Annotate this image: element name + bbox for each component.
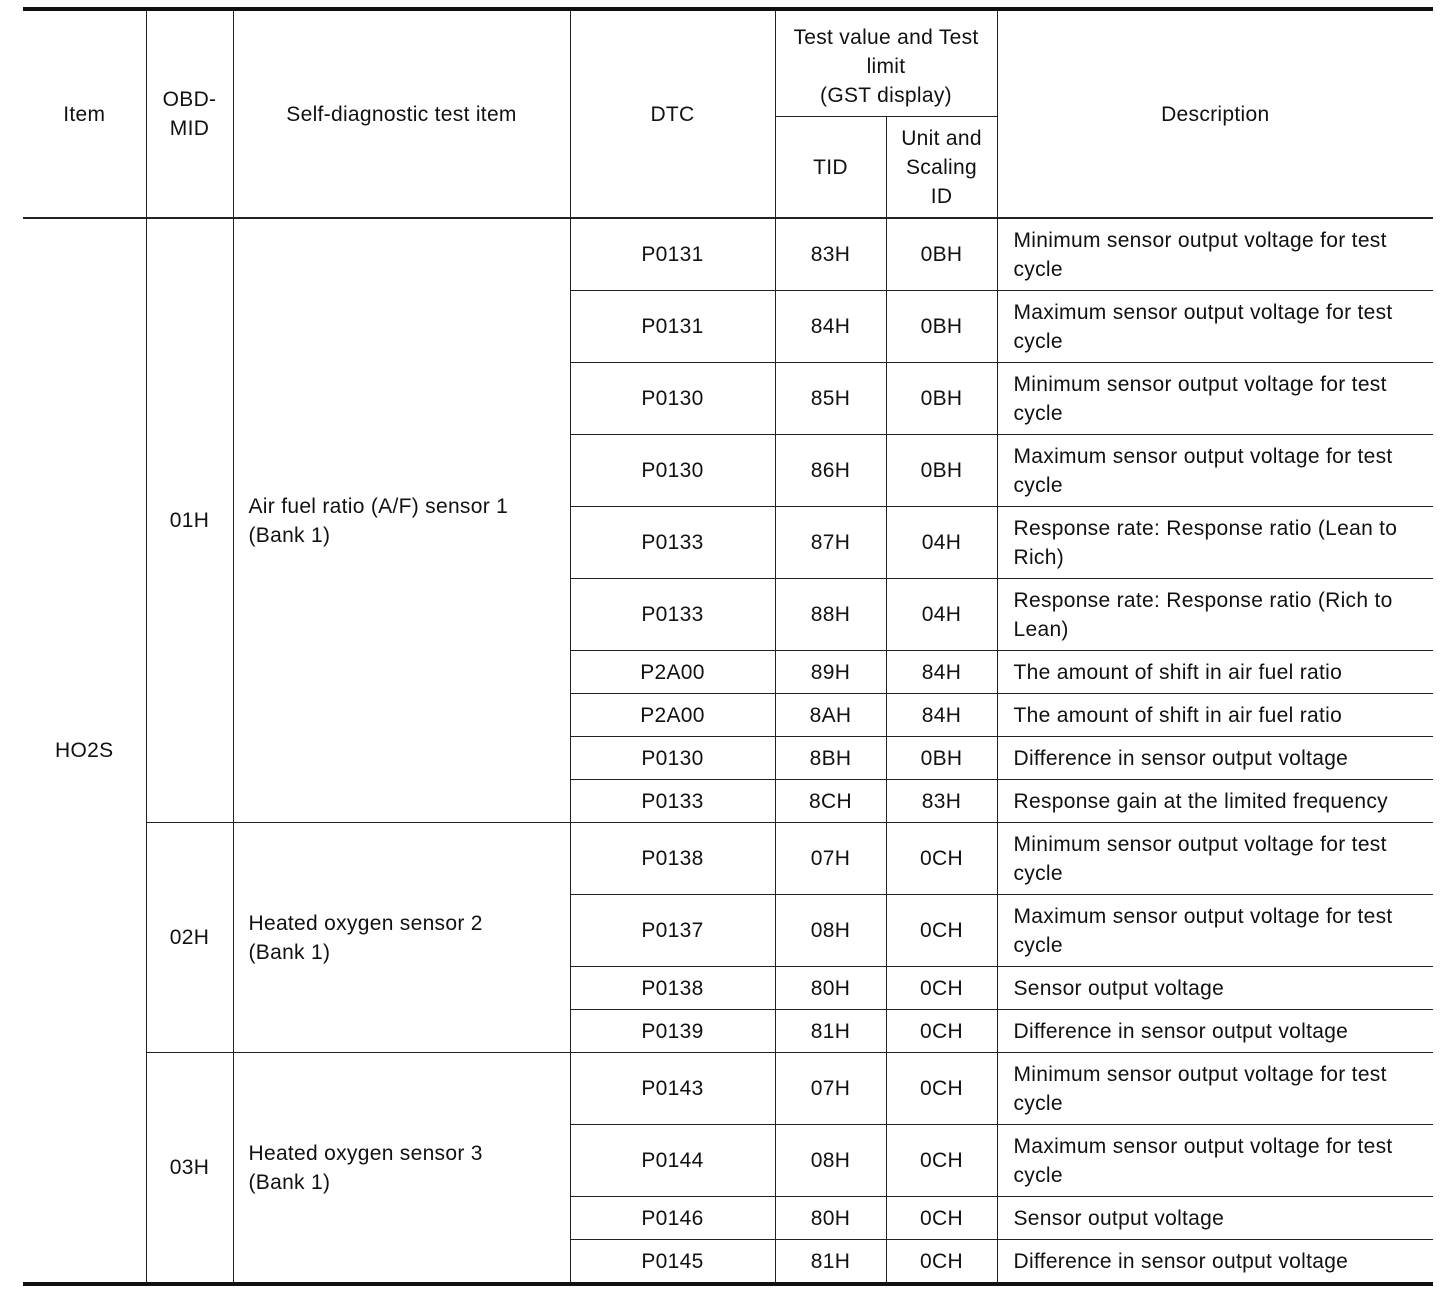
description-cell: Maximum sensor output voltage for test cycle	[997, 895, 1433, 967]
unit-scaling-id-cell: 0CH	[886, 1197, 997, 1240]
table-row	[23, 218, 1433, 291]
tid-cell: 07H	[775, 1053, 886, 1125]
tid-cell: 80H	[775, 967, 886, 1010]
tid-cell: 08H	[775, 1125, 886, 1197]
header-description: Description	[997, 9, 1433, 218]
obd-mid-cell: 02H	[146, 823, 233, 1053]
dtc-cell: P0138	[570, 967, 775, 1010]
dtc-cell: P0145	[570, 1240, 775, 1285]
item-cell: HO2S	[23, 218, 146, 1284]
dtc-cell: P0146	[570, 1197, 775, 1240]
description-cell: Response gain at the limited frequency	[997, 780, 1433, 823]
dtc-cell: P0130	[570, 435, 775, 507]
description-cell: Minimum sensor output voltage for test cycle	[997, 1053, 1433, 1125]
dtc-cell: P0131	[570, 291, 775, 363]
self-diagnostic-item-label: Heated oxygen sensor 3 (Bank 1)	[248, 1141, 483, 1194]
unit-scaling-id-cell: 04H	[886, 579, 997, 651]
unit-scaling-id-cell: 0BH	[886, 435, 997, 507]
self-diagnostic-item-label: Heated oxygen sensor 2 (Bank 1)	[248, 911, 483, 964]
description-cell: Difference in sensor output voltage	[997, 1010, 1433, 1053]
tid-cell: 8BH	[775, 737, 886, 780]
unit-scaling-id-cell: 04H	[886, 507, 997, 579]
dtc-cell: P0130	[570, 737, 775, 780]
description-cell: Response rate: Response ratio (Lean to Rich)	[997, 507, 1433, 579]
description-cell: Maximum sensor output voltage for test cycle	[997, 291, 1433, 363]
unit-scaling-id-cell: 0CH	[886, 1240, 997, 1285]
unit-scaling-id-cell: 84H	[886, 694, 997, 737]
unit-scaling-id-cell: 84H	[886, 651, 997, 694]
dtc-cell: P0138	[570, 823, 775, 895]
description-cell: Response rate: Response ratio (Rich to Lean)	[997, 579, 1433, 651]
dtc-cell: P0144	[570, 1125, 775, 1197]
dtc-cell: P0133	[570, 579, 775, 651]
tid-cell: 84H	[775, 291, 886, 363]
self-diagnostic-item-cell	[233, 1053, 570, 1285]
description-cell: Sensor output voltage	[997, 1197, 1433, 1240]
unit-scaling-id-cell: 0CH	[886, 967, 997, 1010]
tid-cell: 80H	[775, 1197, 886, 1240]
tid-cell: 81H	[775, 1240, 886, 1285]
tid-cell: 07H	[775, 823, 886, 895]
description-cell: The amount of shift in air fuel ratio	[997, 694, 1433, 737]
description-cell: Minimum sensor output voltage for test cycle	[997, 218, 1433, 291]
dtc-cell: P0143	[570, 1053, 775, 1125]
dtc-cell: P0133	[570, 780, 775, 823]
table-row	[23, 823, 1433, 895]
dtc-cell: P0139	[570, 1010, 775, 1053]
unit-scaling-id-cell: 0CH	[886, 1125, 997, 1197]
unit-scaling-id-cell: 0CH	[886, 1053, 997, 1125]
table-row	[23, 1053, 1433, 1125]
header-tid: TID	[775, 117, 886, 219]
description-cell: Maximum sensor output voltage for test cycle	[997, 435, 1433, 507]
unit-scaling-id-cell: 0CH	[886, 1010, 997, 1053]
tid-cell: 83H	[775, 218, 886, 291]
tid-cell: 86H	[775, 435, 886, 507]
dtc-cell: P0133	[570, 507, 775, 579]
tid-cell: 8CH	[775, 780, 886, 823]
table-body	[23, 218, 1433, 1284]
description-cell: Sensor output voltage	[997, 967, 1433, 1010]
description-cell: Minimum sensor output voltage for test cycle	[997, 363, 1433, 435]
tid-cell: 87H	[775, 507, 886, 579]
tid-cell: 85H	[775, 363, 886, 435]
header-unit-and-scaling-id: Unit and Scaling ID	[886, 117, 997, 219]
description-cell: Difference in sensor output voltage	[997, 737, 1433, 780]
obd-mid-table	[23, 7, 1433, 1286]
unit-scaling-id-cell: 0CH	[886, 895, 997, 967]
description-cell: The amount of shift in air fuel ratio	[997, 651, 1433, 694]
obd-mid-cell: 01H	[146, 218, 233, 823]
tid-cell: 8AH	[775, 694, 886, 737]
obd-mid-table-container	[23, 7, 1433, 1286]
header-test-value-and-limit: Test value and Test limit (GST display)	[775, 9, 997, 117]
header-obd-mid: OBD- MID	[146, 9, 233, 218]
description-cell: Difference in sensor output voltage	[997, 1240, 1433, 1285]
unit-scaling-id-cell: 83H	[886, 780, 997, 823]
dtc-cell: P0137	[570, 895, 775, 967]
unit-scaling-id-cell: 0BH	[886, 218, 997, 291]
tid-cell: 08H	[775, 895, 886, 967]
description-cell: Maximum sensor output voltage for test cycle	[997, 1125, 1433, 1197]
tid-cell: 81H	[775, 1010, 886, 1053]
unit-scaling-id-cell: 0BH	[886, 291, 997, 363]
self-diagnostic-item-cell	[233, 823, 570, 1053]
description-cell: Minimum sensor output voltage for test cycle	[997, 823, 1433, 895]
unit-scaling-id-cell: 0BH	[886, 363, 997, 435]
table-header	[23, 9, 1433, 218]
dtc-cell: P0130	[570, 363, 775, 435]
header-self-diagnostic-test-item: Self-diagnostic test item	[233, 9, 570, 218]
self-diagnostic-item-label: Air fuel ratio (A/F) sensor 1 (Bank 1)	[248, 494, 509, 547]
header-dtc: DTC	[570, 9, 775, 218]
unit-scaling-id-cell: 0BH	[886, 737, 997, 780]
tid-cell: 88H	[775, 579, 886, 651]
tid-cell: 89H	[775, 651, 886, 694]
dtc-cell: P0131	[570, 218, 775, 291]
dtc-cell: P2A00	[570, 694, 775, 737]
header-item: Item	[23, 9, 146, 218]
self-diagnostic-item-cell	[233, 218, 570, 823]
obd-mid-cell: 03H	[146, 1053, 233, 1285]
unit-scaling-id-cell: 0CH	[886, 823, 997, 895]
dtc-cell: P2A00	[570, 651, 775, 694]
